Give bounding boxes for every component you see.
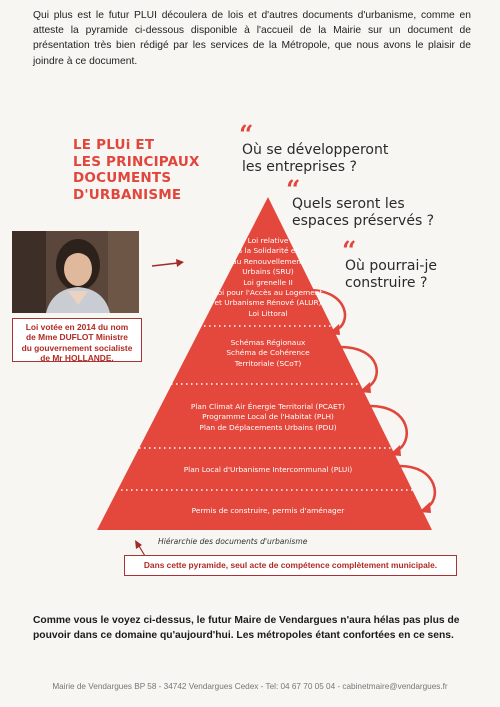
figure-title-line: DOCUMENTS [73, 170, 172, 186]
tier-line: Schémas Régionaux [230, 338, 306, 347]
tier-line: Plan Climat Air Énergie Territorial (PCAET) [190, 402, 346, 411]
figure-title-line: D'URBANISME [73, 186, 182, 203]
tier-line: à la Solidarité et [237, 246, 299, 256]
question-line: les entreprises ? [242, 159, 357, 175]
quote-mark-icon: “ [286, 175, 301, 204]
tier-line: Plan Local d'Urbanisme Intercommunal (PLUi) [183, 465, 353, 474]
tier-line: Programme Local de l'Habitat (PLH) [202, 412, 334, 422]
tier-line: Permis de construire, permis d'aménager [191, 506, 345, 515]
tier-line: Plan de Déplacements Urbains (PDU) [199, 422, 337, 432]
municipal-competence-note: Dans cette pyramide, seul acte de compétence complètement municipale. [124, 555, 457, 576]
caption-line: Loi votée en 2014 du nom [25, 322, 129, 332]
quote-mark-icon: “ [239, 120, 254, 149]
question-line: construire ? [345, 275, 428, 291]
tier-line: Loi Littoral [248, 308, 288, 318]
page-footer: Mairie de Vendargues BP 58 - 34742 Vendargues Cedex - Tel: 04 67 70 05 04 - cabinetmaire@vendargues.fr [52, 682, 448, 691]
tier-line: Loi pour l'Accès au Logement [213, 288, 323, 298]
question-line: Où pourrai-je [345, 258, 437, 274]
pyramid-tier-plui [123, 465, 413, 475]
tier-line: Territoriale (SCoT) [234, 358, 302, 368]
figure-title [73, 137, 200, 203]
tier-line: au Renouvellement [232, 256, 304, 266]
question-1 [242, 142, 388, 176]
question-2 [292, 196, 434, 230]
quote-mark-icon: “ [342, 236, 357, 265]
question-line: Où se développeront [242, 142, 389, 158]
tier-line: Loi relative [247, 236, 289, 245]
tier-line: Loi grenelle II [243, 277, 293, 287]
caption-line: de Mr HOLLANDE. [40, 352, 114, 363]
caption-line: du gouvernement socialiste [21, 342, 133, 353]
pyramid-tier-scot [168, 338, 368, 369]
pyramid-tier-laws [168, 236, 368, 319]
photo-caption [12, 318, 142, 362]
conclusion-paragraph: Comme vous le voyez ci-dessus, le futur Maire de Vendargues n'aura hélas pas plus de pouvoir dans ce domaine qu'aujourd'hui. Les métropoles étant confortées en ce sens. [33, 615, 460, 642]
caption-line: de Mme DUFLOT Ministre [26, 332, 128, 343]
minister-photo [12, 231, 139, 313]
pyramid-tier-plans [133, 402, 403, 433]
figure-title-line: LES PRINCIPAUX [73, 153, 200, 170]
question-line: Quels seront les [292, 196, 405, 212]
intro-paragraph: Qui plus est le futur PLUI découlera de lois et d'autres documents d'urbanisme, comme en atteste la pyramide ci-dessous disponible à l'accueil de la Mairie sur un document de présentation très bien rédigé par les services de la Métropole, que nous avons le plaisir de joindre à ce document. [33, 10, 471, 67]
question-line: espaces préservés ? [292, 213, 435, 229]
tier-line: Schéma de Cohérence [226, 348, 310, 358]
note-arrow [135, 540, 145, 556]
hierarchy-label: Hiérarchie des documents d'urbanisme [158, 537, 308, 546]
tier-line: et Urbanisme Rénové (ALUR) [214, 298, 322, 308]
pyramid-tier-permits [118, 506, 418, 516]
figure-title-line: LE PLUi ET [73, 137, 155, 153]
tier-line: Urbains (SRU) [242, 267, 294, 277]
portrait-image [12, 231, 139, 313]
